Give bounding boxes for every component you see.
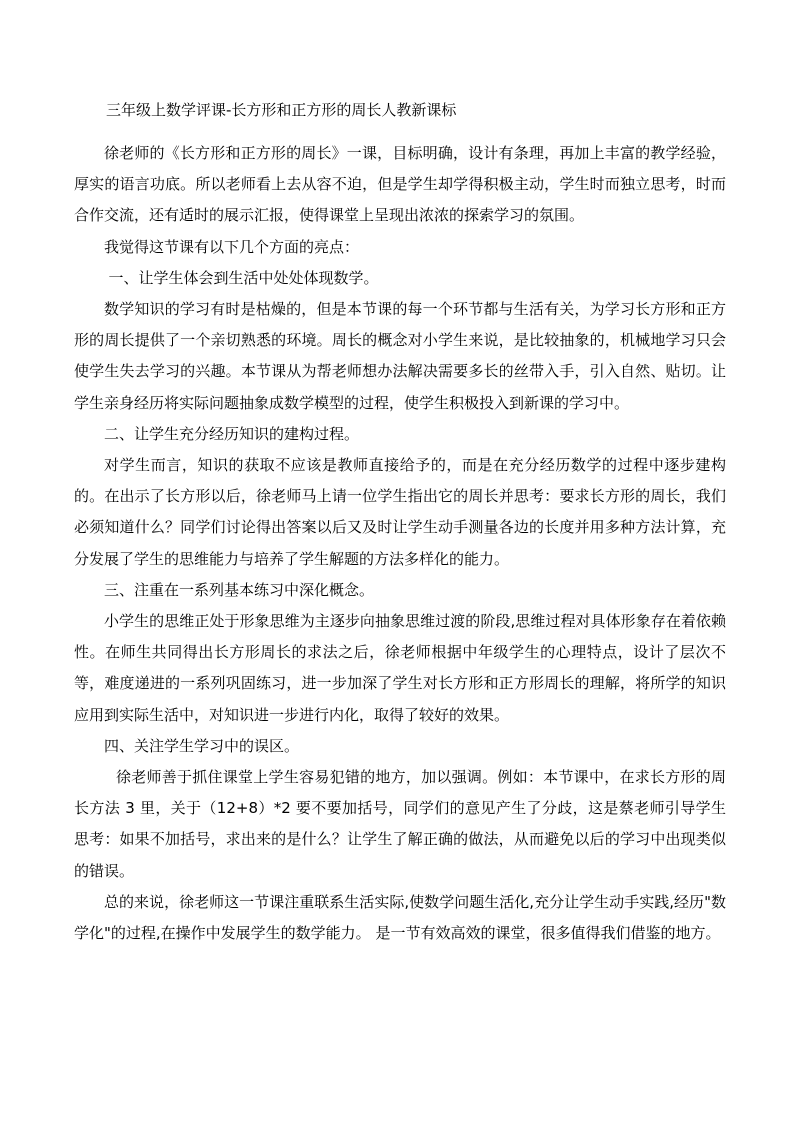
document-body <box>74 138 726 949</box>
paragraph-intro: 徐老师的《长方形和正方形的周长》一课，目标明确，设计有条理，再加上丰富的教学经验，厚实的语言功底。所以老师看上去从容不迫，但是学生却学得积极主动，学生时而独立思考，时而合作交流，还有适时的展示汇报，使得课堂上呈现出浓浓的探索学习的氛围。 <box>74 144 726 225</box>
paragraph-section-3: 小学生的思维正处于形象思维为主逐步向抽象思维过渡的阶段,思维过程对具体形象存在着依赖性。在师生共同得出长方形周长的求法之后，徐老师根据中年级学生的心理特点，设计了层次不等，难度递进的一系列巩固练习，进一步加深了学生对长方形和正方形周长的理解，将所学的知识应用到实际生活中，对知识进一步进行内化，取得了较好的效果。 <box>74 612 726 724</box>
document-title: 三年级上数学评课-长方形和正方形的周长人教新课标 <box>106 101 457 119</box>
section-heading-1: 一、让学生体会到生活中处处体现数学。 <box>108 268 379 287</box>
paragraph-section-2: 对学生而言，知识的获取不应该是教师直接给予的，而是在充分经历数学的过程中逐步建构的。在出示了长方形以后，徐老师马上请一位学生指出它的周长并思考：要求长方形的周长，我们必须知道什么？同学们讨论得出答案以后又及时让学生动手测量各边的长度并用多种方法计算，充分发展了学生的思维能力与培养了学生解题的方法多样化的能力。 <box>74 456 726 568</box>
paragraph-highlights-lead: 我觉得这节课有以下几个方面的亮点： <box>104 237 360 256</box>
section-heading-3: 三、注重在一系列基本练习中深化概念。 <box>104 580 375 599</box>
paragraph-section-4: 徐老师善于抓住课堂上学生容易犯错的地方，加以强调。例如：本节课中，在求长方形的周长方法 3 里，关于（12+8）*2 要不要加括号，同学们的意见产生了分歧，这是蔡老师引导学生思考：如果不加括号，求出来的是什么？让学生了解正确的做法，从而避免以后的学习中出现类似的错误。 <box>74 768 726 880</box>
paragraph-section-1: 数学知识的学习有时是枯燥的，但是本节课的每一个环节都与生活有关，为学习长方形和正方形的周长提供了一个亲切熟悉的环境。周长的概念对小学生来说，是比较抽象的，机械地学习只会使学生失去学习的兴趣。本节课从为帮老师想办法解决需要多长的丝带入手，引入自然、贴切。让学生亲身经历将实际问题抽象成数学模型的过程，使学生积极投入到新课的学习中。 <box>74 300 726 412</box>
section-heading-4: 四、关注学生学习中的误区。 <box>104 736 300 755</box>
section-heading-2: 二、让学生充分经历知识的建构过程。 <box>104 424 360 443</box>
paragraph-conclusion: 总的来说，徐老师这一节课注重联系生活实际,使数学问题生活化,充分让学生动手实践,经历"数学化"的过程,在操作中发展学生的数学能力。 是一节有效高效的课堂，很多值得我们借鉴的地方。 <box>74 892 726 943</box>
